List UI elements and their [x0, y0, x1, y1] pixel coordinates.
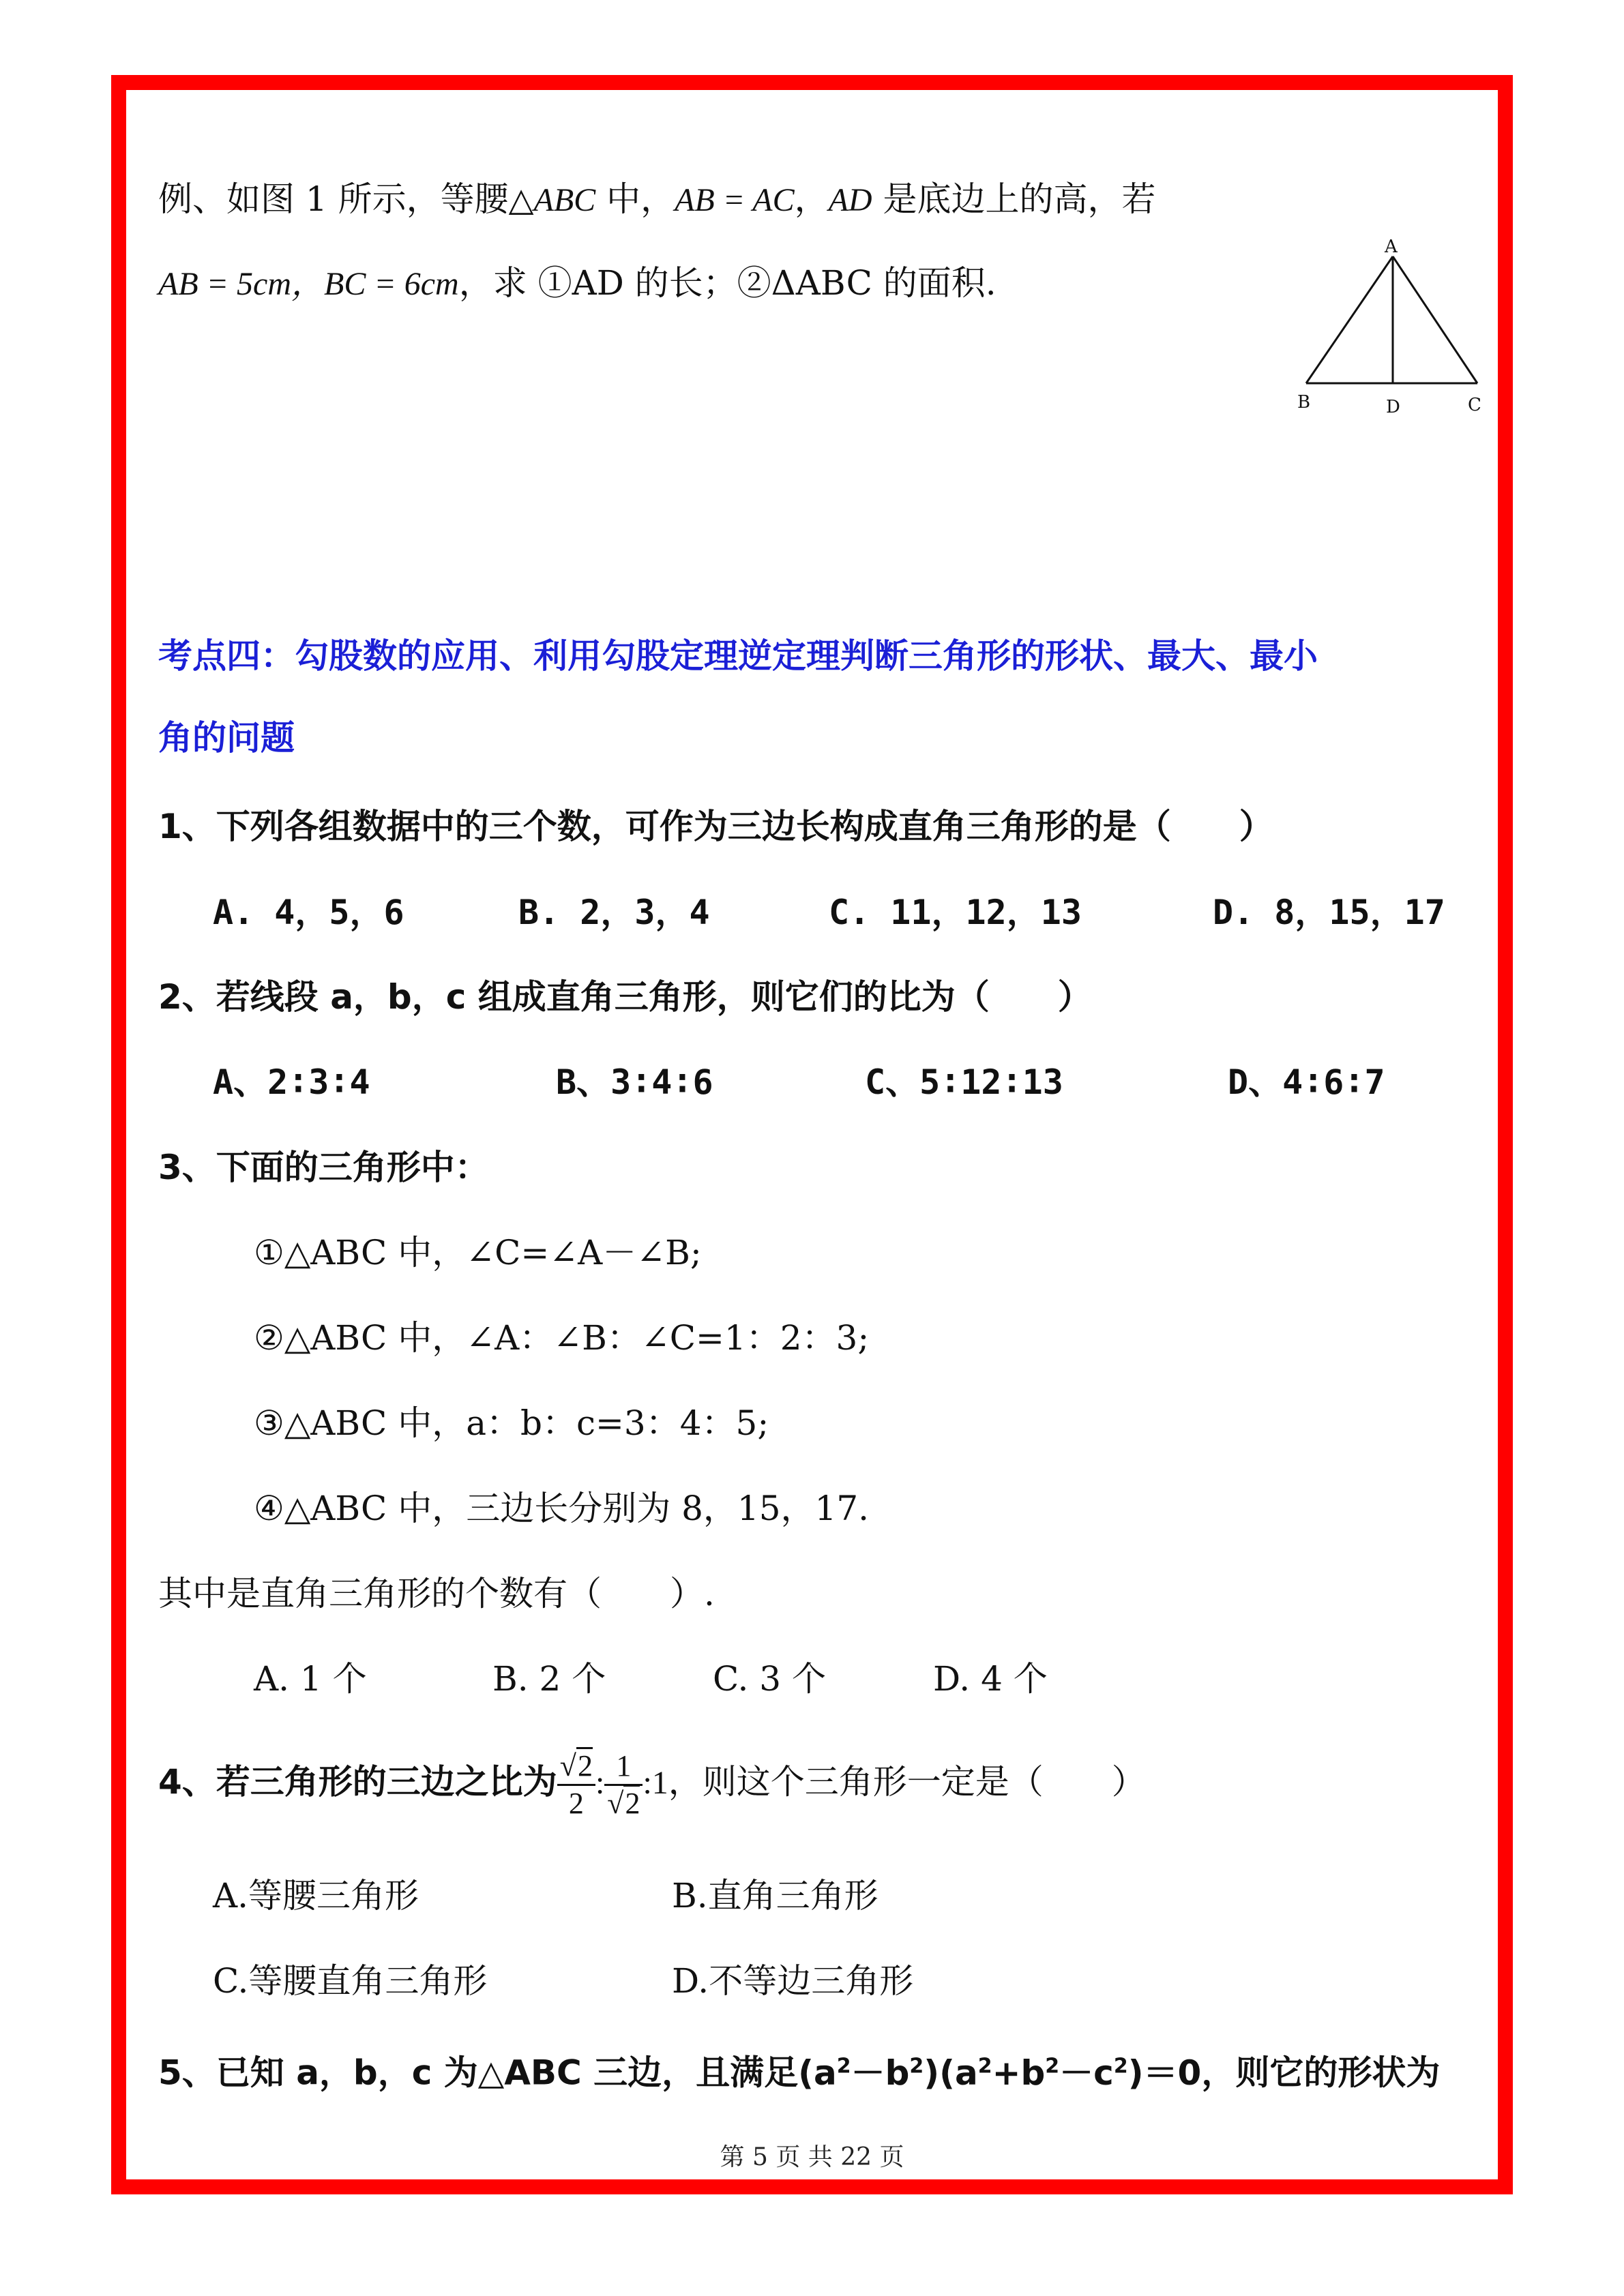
q3-option-c[interactable]: C. 3 个 [713, 1659, 826, 1699]
q1-stem [158, 806, 1273, 847]
triangle-abc-math: △ABC [508, 182, 596, 218]
q2-option-d[interactable]: D、4∶6∶7 [1228, 1062, 1385, 1102]
example-line-1 [158, 179, 1155, 221]
example-question: ，求 ①AD 的长；②ΔABC 的面积. [458, 263, 996, 303]
q4-option-c[interactable]: C.等腰直角三角形 [213, 1961, 488, 2001]
frac1-numerator: 2 [576, 1747, 593, 1783]
vertex-label-c: C [1468, 395, 1481, 415]
q3-item-3: ③△ABC 中，a：b：c=3：4：5; [254, 1403, 769, 1443]
q3-option-a[interactable]: A. 1 个 [254, 1659, 367, 1699]
q3-item-2: ②△ABC 中，∠A：∠B：∠C=1：2：3; [254, 1318, 870, 1358]
q5-stem-tail: ，则它的形状为 [1201, 2053, 1441, 2093]
vertex-label-a: A [1385, 237, 1398, 257]
section-heading-line-1: 考点四：勾股数的应用、利用勾股定理逆定理判断三角形的形状、最大、最小 [158, 636, 1318, 676]
q3-item-4: ④△ABC 中，三边长分别为 8，15，17. [254, 1489, 870, 1528]
q3-ask: 其中是直角三角形的个数有（ ）. [158, 1574, 715, 1613]
q3-stem-text: 3、下面的三角形中： [158, 1148, 489, 1187]
frac2-denominator: 2 [623, 1785, 640, 1820]
vertex-label-d: D [1386, 397, 1400, 417]
q1-option-d[interactable]: D. 8，15，17 [1213, 893, 1445, 932]
example-text: 中， [595, 179, 675, 219]
ab-eq-ac-math: AB = AC [675, 182, 795, 218]
given-lengths-math: AB = 5cm，BC = 6cm [158, 266, 459, 302]
q3-option-b[interactable]: B. 2 个 [492, 1659, 606, 1699]
fraction-1-over-sqrt2: $\frac{1}{√2}$ [604, 1748, 643, 1821]
q1-option-a[interactable]: A. 4，5，6 [213, 893, 404, 932]
q2-stem [158, 976, 1092, 1017]
q2-option-a[interactable]: A、2∶3∶4 [213, 1062, 370, 1102]
q4-option-a[interactable]: A.等腰三角形 [213, 1876, 419, 1915]
frac1-denominator: 2 [568, 1786, 584, 1820]
q4-stem: 4、若三角形的三边之比为 $\frac{√2}{2}$ : $\frac{1}{√2}$ :1，则这个三角形一定是（ ） [158, 1744, 1146, 1821]
q2-stem-text: 2、若线段 a，b，c 组成直角三角形，则它们的比为（ ） [158, 977, 1092, 1017]
q4-stem-text: 4、若三角形的三边之比为 [158, 1762, 557, 1802]
q4-option-b[interactable]: B.直角三角形 [672, 1876, 879, 1915]
ratio-tail: :1 [643, 1765, 668, 1801]
q5-equation: $(a^2-b^2)(a^2+b^2-c^2)=0$ [798, 2053, 1202, 2093]
side-ab [1306, 256, 1393, 383]
example-text: 例、如图 1 所示，等腰 [158, 179, 509, 219]
example-text: ， [794, 179, 829, 219]
q1-stem-text: 1、下列各组数据中的三个数，可作为三边长构成直角三角形的是（ ） [158, 807, 1273, 846]
section-heading-line-2: 角的问题 [158, 717, 295, 758]
q3-stem [158, 1147, 489, 1188]
q1-option-c[interactable]: C. 11，12，13 [829, 893, 1082, 932]
frac2-numerator: 1 [604, 1748, 643, 1786]
vertex-label-b: B [1297, 392, 1311, 413]
q3-option-d[interactable]: D. 4 个 [933, 1659, 1048, 1699]
q5-stem-text: 5、已知 a，b，c 为△ABC 三边，且满足 [158, 2053, 799, 2093]
triangle-figure [1282, 232, 1487, 430]
q4-option-d[interactable]: D.不等边三角形 [672, 1961, 914, 2001]
page-number-footer: 第 5 页 共 22 页 [720, 2143, 904, 2171]
example-text: 是底边上的高，若 [872, 179, 1156, 219]
q3-item-1: ①△ABC 中，∠C=∠A－∠B; [254, 1233, 702, 1272]
q4-stem-tail: ，则这个三角形一定是（ ） [668, 1762, 1146, 1802]
ad-math: AD [828, 182, 872, 218]
q2-option-c[interactable]: C、5∶12∶13 [865, 1062, 1063, 1102]
q5-stem [158, 2046, 1440, 2093]
q1-option-b[interactable]: B. 2，3，4 [518, 893, 710, 932]
fraction-sqrt2-over-2: $\frac{√2}{2}$ [557, 1748, 595, 1821]
example-line-2 [158, 263, 996, 305]
q2-option-b[interactable]: B、3∶4∶6 [556, 1062, 713, 1102]
side-ac [1393, 256, 1477, 383]
